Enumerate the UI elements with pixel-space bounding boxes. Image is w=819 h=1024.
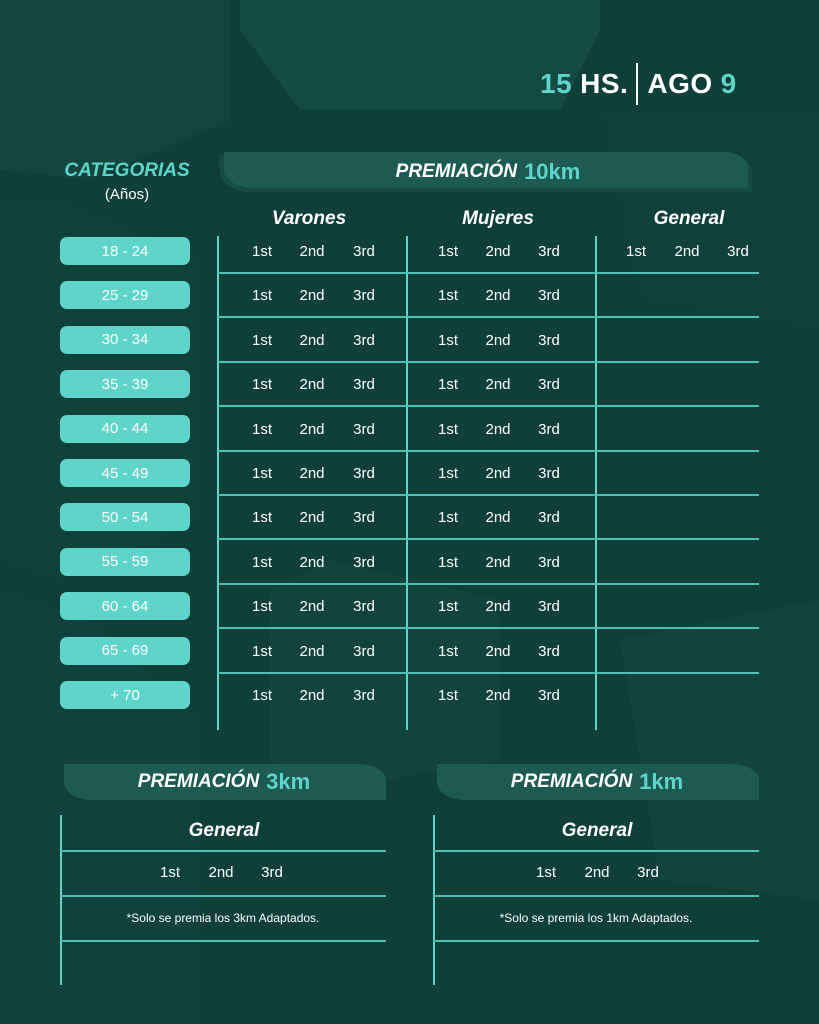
mujeres-place: 2nd [485, 420, 511, 438]
varones-place: 3rd [353, 687, 375, 704]
varones-place: 3rd [353, 420, 375, 438]
mujeres-place: 3rd [538, 331, 560, 349]
grid-1k-hline-2 [433, 895, 759, 897]
varones-place: 3rd [353, 465, 375, 482]
time-number: 15 [540, 68, 573, 99]
general-place: 3rd [727, 243, 749, 260]
varones-place: 1st [251, 553, 272, 571]
mujeres-place: 2nd [485, 243, 511, 260]
mujeres-place: 3rd [538, 553, 560, 571]
varones-place: 1st [251, 642, 272, 660]
grid-3k-hline-1 [60, 850, 386, 852]
mujeres-place: 1st [437, 553, 458, 571]
mujeres-place: 1st [437, 687, 458, 704]
mujeres-place: 1st [437, 331, 458, 349]
varones-place: 1st [251, 376, 272, 394]
varones-place: 2nd [299, 598, 325, 616]
award-1k-distance: 1km [639, 769, 684, 794]
grid-3k-hline-3 [60, 940, 386, 942]
award-3k-label: PREMIACIÓN [137, 771, 260, 792]
column-general: General [653, 208, 725, 229]
award-1k-label: PREMIACIÓN [510, 771, 633, 792]
varones-place: 2nd [299, 287, 325, 305]
date-day: 9 [720, 68, 737, 99]
category-pill: 30 - 34 [60, 326, 190, 354]
date-month: AGO [647, 68, 713, 99]
award-1k-place-2: 2nd [584, 864, 610, 881]
grid-row-divider [218, 316, 759, 318]
varones-place: 3rd [353, 287, 375, 305]
mujeres-place: 2nd [485, 465, 511, 482]
mujeres-place: 2nd [485, 642, 511, 660]
category-pill: 18 - 24 [60, 237, 190, 265]
award-10k-label: PREMIACIÓN [395, 161, 518, 182]
award-10k-banner [218, 150, 758, 194]
varones-place: 1st [251, 465, 272, 482]
award-3k-place-3: 3rd [261, 864, 283, 881]
varones-place: 1st [251, 243, 272, 260]
award-1k-place-3: 3rd [637, 864, 659, 881]
varones-place: 3rd [353, 553, 375, 571]
mujeres-place: 2nd [485, 331, 511, 349]
category-pill: + 70 [60, 681, 190, 709]
mujeres-place: 1st [437, 598, 458, 616]
award-3k-distance: 3km [266, 769, 311, 794]
mujeres-place: 2nd [485, 509, 511, 527]
category-pill: 35 - 39 [60, 370, 190, 398]
grid-row-divider [218, 494, 759, 496]
award-1k-place-1: 1st [535, 864, 556, 881]
grid-row-divider [218, 361, 759, 363]
mujeres-place: 3rd [538, 509, 560, 527]
grid-row-divider [218, 405, 759, 407]
category-pill: 65 - 69 [60, 637, 190, 665]
varones-place: 2nd [299, 465, 325, 482]
date-separator [636, 63, 638, 105]
mujeres-place: 3rd [538, 687, 560, 704]
mujeres-place: 3rd [538, 376, 560, 394]
varones-place: 3rd [353, 509, 375, 527]
award-3k-place-2: 2nd [208, 864, 234, 881]
grid-row-divider [218, 450, 759, 452]
mujeres-place: 2nd [485, 376, 511, 394]
award-3k-column: General [188, 820, 260, 841]
category-pill: 25 - 29 [60, 281, 190, 309]
award-1k-banner [433, 762, 761, 802]
event-datetime [540, 62, 737, 106]
award-1k-note: *Solo se premia los 1km Adaptados. [499, 911, 693, 925]
varones-place: 1st [251, 598, 272, 616]
varones-place: 1st [251, 287, 272, 305]
award-1k-column: General [561, 820, 633, 841]
grid-row-divider [218, 583, 759, 585]
grid-vline-3 [595, 236, 597, 730]
award-10k-distance: 10km [524, 159, 581, 184]
mujeres-place: 3rd [538, 420, 560, 438]
mujeres-place: 3rd [538, 598, 560, 616]
mujeres-place: 1st [437, 465, 458, 482]
general-place: 2nd [674, 243, 700, 260]
grid-vline-1 [217, 236, 219, 730]
time-unit: HS. [580, 68, 629, 99]
varones-place: 3rd [353, 598, 375, 616]
mujeres-place: 3rd [538, 642, 560, 660]
award-3k-note: *Solo se premia los 3km Adaptados. [126, 911, 320, 925]
grid-row-divider [218, 627, 759, 629]
varones-place: 1st [251, 687, 272, 704]
categories-subtitle: (Años) [104, 186, 150, 203]
award-3k-place-1: 1st [159, 864, 180, 881]
varones-place: 3rd [353, 376, 375, 394]
mujeres-place: 1st [437, 243, 458, 260]
mujeres-place: 1st [437, 376, 458, 394]
varones-place: 1st [251, 331, 272, 349]
varones-place: 1st [251, 509, 272, 527]
varones-place: 2nd [299, 687, 325, 704]
column-mujeres: Mujeres [462, 208, 534, 229]
varones-place: 3rd [353, 243, 375, 260]
grid-vline-2 [406, 236, 408, 730]
general-place: 1st [625, 243, 646, 260]
mujeres-place: 2nd [485, 553, 511, 571]
varones-place: 2nd [299, 642, 325, 660]
mujeres-place: 3rd [538, 465, 560, 482]
varones-place: 2nd [299, 331, 325, 349]
mujeres-place: 2nd [485, 598, 511, 616]
varones-place: 2nd [299, 553, 325, 571]
mujeres-place: 3rd [538, 287, 560, 305]
categories-title: CATEGORIAS [64, 160, 190, 181]
grid-1k-hline-1 [433, 850, 759, 852]
mujeres-place: 1st [437, 287, 458, 305]
mujeres-place: 1st [437, 509, 458, 527]
category-pill: 50 - 54 [60, 503, 190, 531]
mujeres-place: 3rd [538, 243, 560, 260]
mujeres-place: 1st [437, 642, 458, 660]
category-pill: 40 - 44 [60, 415, 190, 443]
grid-1k-hline-3 [433, 940, 759, 942]
column-varones: Varones [271, 208, 347, 229]
varones-place: 2nd [299, 376, 325, 394]
grid-row-divider [218, 672, 759, 674]
category-pill: 45 - 49 [60, 459, 190, 487]
varones-place: 2nd [299, 509, 325, 527]
mujeres-place: 2nd [485, 687, 511, 704]
mujeres-place: 2nd [485, 287, 511, 305]
varones-place: 3rd [353, 331, 375, 349]
varones-place: 1st [251, 420, 272, 438]
grid-row-divider [218, 272, 759, 274]
grid-3k-hline-2 [60, 895, 386, 897]
mujeres-place: 1st [437, 420, 458, 438]
varones-place: 2nd [299, 420, 325, 438]
category-pill: 55 - 59 [60, 548, 190, 576]
grid-row-divider [218, 538, 759, 540]
category-pill: 60 - 64 [60, 592, 190, 620]
varones-place: 3rd [353, 642, 375, 660]
award-3k-banner [60, 762, 388, 802]
varones-place: 2nd [299, 243, 325, 260]
